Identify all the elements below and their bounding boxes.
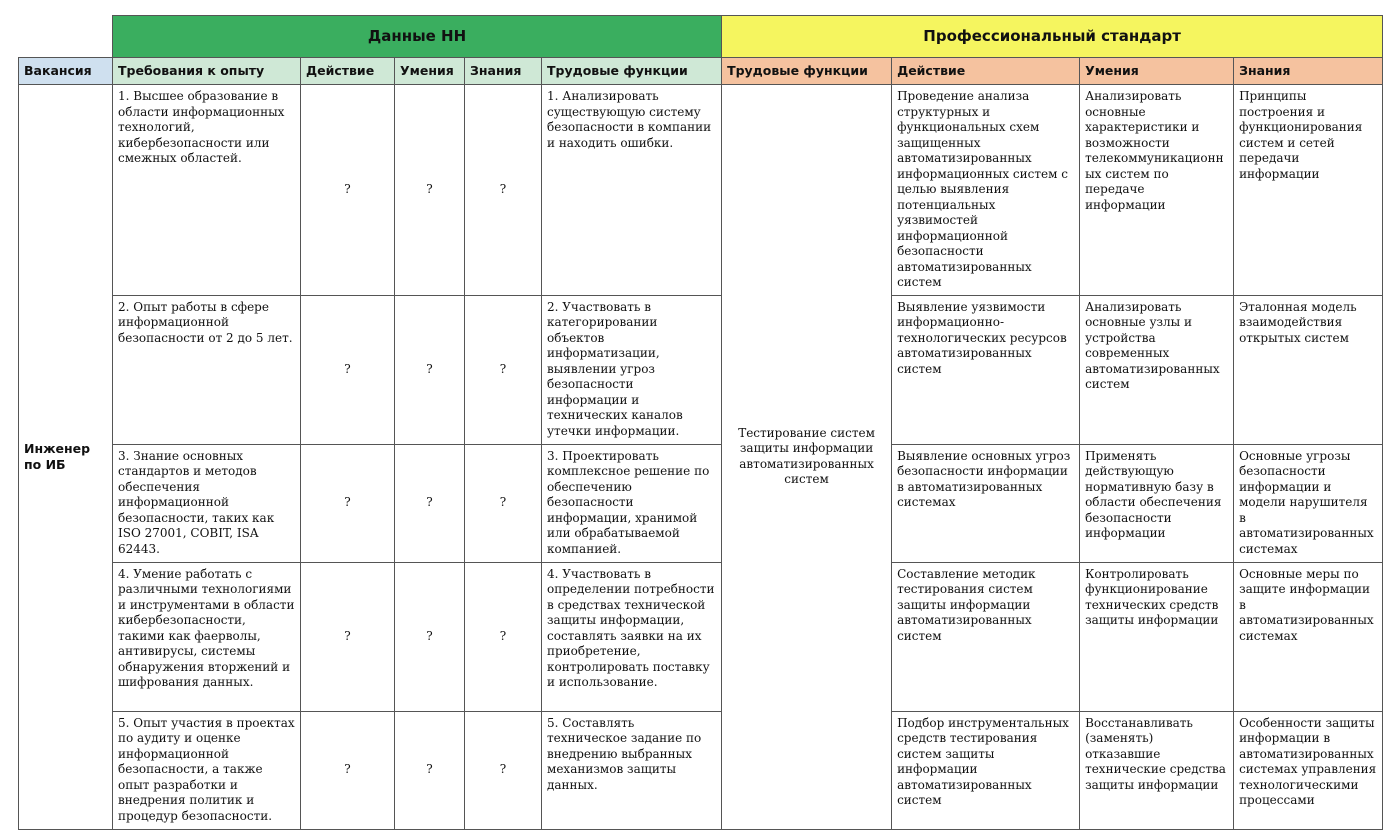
ps-knowledge-cell: Эталонная модель взаимодействия открытых систем [1234, 295, 1383, 444]
ps-knowledge-cell: Особенности защиты информации в автоматизированных системах управления технологическими процессами [1234, 711, 1383, 829]
knowledge-cell: ? [465, 85, 542, 296]
ps-skills-cell: Анализировать основные узлы и устройства современных автоматизированных систем [1080, 295, 1234, 444]
ps-skills-cell: Анализировать основные характеристики и возможности телекоммуникационных систем по передаче информации [1080, 85, 1234, 296]
function-cell: 4. Участвовать в определении потребности в средствах технической защиты информации, составлять заявки на их приобретение, контролировать поставку и использование. [542, 562, 722, 711]
header-vacancy: Вакансия [19, 58, 113, 85]
ps-action-cell: Проведение анализа структурных и функциональных схем защищенных автоматизированных информационных систем с целью выявления потенциальных уязвимостей информационной безопасности автоматизированных систем [892, 85, 1080, 296]
experience-cell: 2. Опыт работы в сфере информационной безопасности от 2 до 5 лет. [113, 295, 301, 444]
action-cell: ? [301, 295, 395, 444]
table-row [19, 711, 1383, 829]
header-knowledge: Знания [465, 58, 542, 85]
comparison-table [18, 15, 1383, 830]
experience-cell: 1. Высшее образование в области информационных технологий, кибербезопасности или смежных областей. [113, 85, 301, 296]
header-action: Действие [301, 58, 395, 85]
header-ps-skills: Умения [1080, 58, 1234, 85]
function-cell: 3. Проектировать комплексное решение по обеспечению безопасности информации, хранимой или обрабатываемой компанией. [542, 444, 722, 562]
function-cell: 5. Составлять техническое задание по внедрению выбранных механизмов защиты данных. [542, 711, 722, 829]
table-row [19, 444, 1383, 562]
header-skills: Умения [395, 58, 465, 85]
knowledge-cell: ? [465, 295, 542, 444]
ps-skills-cell: Контролировать функционирование технических средств защиты информации [1080, 562, 1234, 711]
knowledge-cell: ? [465, 444, 542, 562]
action-cell: ? [301, 562, 395, 711]
experience-cell: 5. Опыт участия в проектах по аудиту и оценке информационной безопасности, а также опыт разработки и внедрения политик и процедур безопасности. [113, 711, 301, 829]
blank-corner [19, 16, 113, 58]
knowledge-cell: ? [465, 711, 542, 829]
ps-skills-cell: Применять действующую нормативную базу в области обеспечения безопасности информации [1080, 444, 1234, 562]
ps-knowledge-cell: Основные меры по защите информации в автоматизированных системах [1234, 562, 1383, 711]
experience-cell: 3. Знание основных стандартов и методов обеспечения информационной безопасности, таких как ISO 27001, COBIT, ISA 62443. [113, 444, 301, 562]
action-cell: ? [301, 711, 395, 829]
action-cell: ? [301, 444, 395, 562]
group-header-hh: Данные НН [113, 16, 722, 58]
ps-skills-cell: Восстанавливать (заменять) отказавшие технические средства защиты информации [1080, 711, 1234, 829]
ps-knowledge-cell: Принципы построения и функционирования систем и сетей передачи информации [1234, 85, 1383, 296]
ps-action-cell: Составление методик тестирования систем защиты информации автоматизированных систем [892, 562, 1080, 711]
skills-cell: ? [395, 711, 465, 829]
header-ps-functions: Трудовые функции [722, 58, 892, 85]
group-header-ps: Профессиональный стандарт [722, 16, 1383, 58]
header-experience: Требования к опыту [113, 58, 301, 85]
column-header-row [19, 58, 1383, 85]
function-cell: 2. Участвовать в категорировании объектов информатизации, выявлении угроз безопасности информации и технических каналов утечки информации. [542, 295, 722, 444]
ps-action-cell: Выявление уязвимости информационно-технологических ресурсов автоматизированных систем [892, 295, 1080, 444]
knowledge-cell: ? [465, 562, 542, 711]
experience-cell: 4. Умение работать с различными технологиями и инструментами в области кибербезопасности, такими как фаерволы, антивирусы, системы обнаружения вторжений и шифрования данных. [113, 562, 301, 711]
action-cell: ? [301, 85, 395, 296]
ps-action-cell: Подбор инструментальных средств тестирования систем защиты информации автоматизированных систем [892, 711, 1080, 829]
header-ps-action: Действие [892, 58, 1080, 85]
skills-cell: ? [395, 444, 465, 562]
header-functions: Трудовые функции [542, 58, 722, 85]
function-cell: 1. Анализировать существующую систему безопасности в компании и находить ошибки. [542, 85, 722, 296]
ps-function-cell: Тестирование систем защиты информации автоматизированных систем [722, 85, 892, 830]
table-row [19, 295, 1383, 444]
skills-cell: ? [395, 85, 465, 296]
group-header-row [19, 16, 1383, 58]
table-row [19, 562, 1383, 711]
ps-knowledge-cell: Основные угрозы безопасности информации и модели нарушителя в автоматизированных системах [1234, 444, 1383, 562]
vacancy-cell: Инженер по ИБ [19, 85, 113, 830]
header-ps-knowledge: Знания [1234, 58, 1383, 85]
skills-cell: ? [395, 295, 465, 444]
skills-cell: ? [395, 562, 465, 711]
ps-action-cell: Выявление основных угроз безопасности информации в автоматизированных системах [892, 444, 1080, 562]
table-row [19, 85, 1383, 296]
